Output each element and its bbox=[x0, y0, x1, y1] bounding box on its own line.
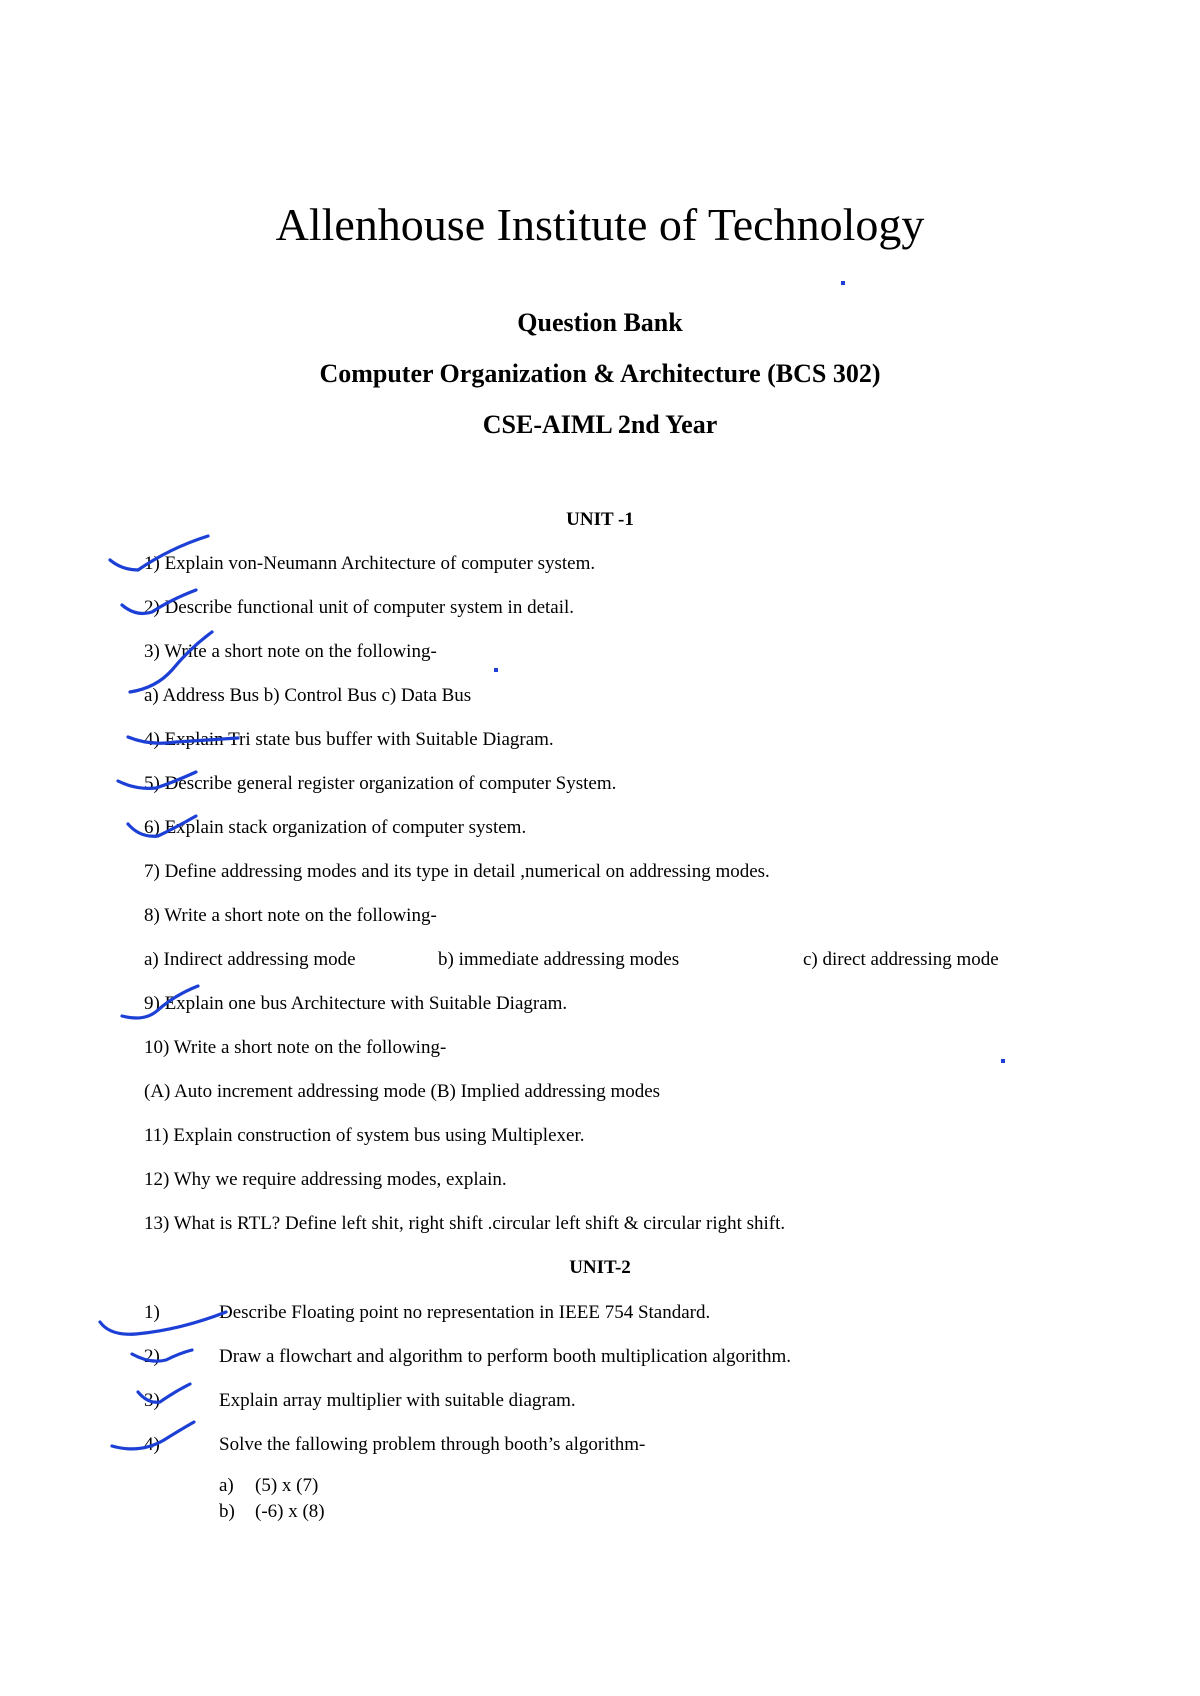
unit1-question-3: 3) Write a short note on the following- bbox=[144, 641, 437, 662]
unit1-question-8-option-c: c) direct addressing mode bbox=[803, 949, 999, 970]
unit2-question-4-option-b-label: b) bbox=[219, 1501, 235, 1522]
checkmark-unit2-q1 bbox=[100, 1312, 226, 1334]
unit1-question-11: 11) Explain construction of system bus using Multiplexer. bbox=[144, 1125, 585, 1146]
unit1-question-12: 12) Why we require addressing modes, explain. bbox=[144, 1169, 507, 1190]
unit2-question-3: Explain array multiplier with suitable diagram. bbox=[219, 1390, 576, 1411]
unit2-question-4-number: 4) bbox=[144, 1434, 160, 1455]
unit2-question-4: Solve the fallowing problem through booth’s algorithm- bbox=[219, 1434, 646, 1455]
unit1-question-2: 2) Describe functional unit of computer system in detail. bbox=[144, 597, 575, 618]
unit2-question-1-number: 1) bbox=[144, 1302, 160, 1323]
unit1-question-10-options: (A) Auto increment addressing mode (B) Implied addressing modes bbox=[144, 1081, 661, 1102]
unit1-question-1: 1) Explain von-Neumann Architecture of computer system. bbox=[144, 553, 596, 574]
unit2-question-4-option-a-label: a) bbox=[219, 1475, 234, 1496]
doc-type-heading: Question Bank bbox=[517, 308, 683, 337]
unit2-question-4-option-b: (-6) x (8) bbox=[255, 1501, 325, 1522]
unit1-question-13: 13) What is RTL? Define left shit, right shift .circular left shift & circular right shift. bbox=[144, 1213, 786, 1234]
unit1-question-9: 9) Explain one bus Architecture with Suitable Diagram. bbox=[144, 993, 568, 1014]
ink-dot bbox=[1001, 1059, 1005, 1063]
ink-dot bbox=[494, 668, 498, 672]
class-heading: CSE-AIML 2nd Year bbox=[482, 410, 718, 439]
institute-title: Allenhouse Institute of Technology bbox=[275, 199, 925, 250]
unit1-question-5: 5) Describe general register organization of computer System. bbox=[144, 773, 617, 794]
unit1-question-10: 10) Write a short note on the following- bbox=[144, 1037, 447, 1058]
unit1-heading: UNIT -1 bbox=[566, 509, 634, 530]
unit1-question-8-option-a: a) Indirect addressing mode bbox=[144, 949, 356, 970]
unit2-question-3-number: 3) bbox=[144, 1390, 160, 1411]
unit1-question-8: 8) Write a short note on the following- bbox=[144, 905, 437, 926]
unit2-question-4-option-a: (5) x (7) bbox=[255, 1475, 319, 1496]
unit2-question-1: Describe Floating point no representation in IEEE 754 Standard. bbox=[219, 1302, 711, 1323]
unit1-question-8-option-b: b) immediate addressing modes bbox=[438, 949, 680, 970]
ink-dot bbox=[841, 281, 845, 285]
unit1-question-6: 6) Explain stack organization of computer system. bbox=[144, 817, 527, 838]
unit1-question-7: 7) Define addressing modes and its type in detail ,numerical on addressing modes. bbox=[144, 861, 770, 882]
unit1-question-4: 4) Explain Tri state bus buffer with Suitable Diagram. bbox=[144, 729, 554, 750]
unit2-question-2-number: 2) bbox=[144, 1346, 160, 1367]
unit2-question-2: Draw a flowchart and algorithm to perform booth multiplication algorithm. bbox=[219, 1346, 791, 1367]
checkmark-unit2-q2 bbox=[132, 1350, 192, 1361]
subject-heading: Computer Organization & Architecture (BCS 302) bbox=[319, 359, 881, 388]
unit2-heading: UNIT-2 bbox=[569, 1257, 631, 1278]
unit1-question-3-options: a) Address Bus b) Control Bus c) Data Bus bbox=[144, 685, 472, 706]
